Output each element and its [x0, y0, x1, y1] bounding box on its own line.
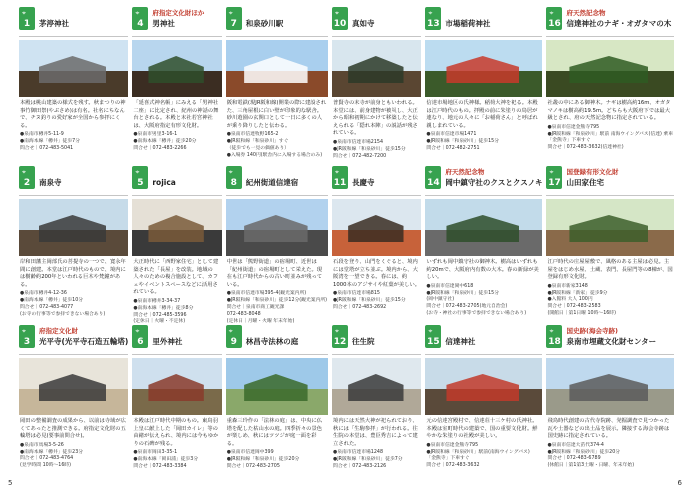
spot-number-badge — [425, 166, 441, 189]
info-line: 072-483-8048 — [226, 311, 261, 317]
spot-number-badge — [19, 7, 35, 30]
spot-number-badge — [132, 166, 148, 189]
designation-tag — [352, 168, 375, 177]
map-pin-icon: ⌖ — [228, 168, 233, 176]
spot-name: 和泉砂川駅 — [245, 19, 284, 28]
spot-name: 光平寺(光平寺石造五輪塔) — [39, 337, 129, 346]
map-pin-icon: ⌖ — [428, 327, 433, 335]
spot-info — [426, 443, 541, 470]
designation-tag: 府天然記念物 — [566, 9, 606, 17]
spot-number-badge — [332, 325, 348, 348]
spot-name: rojica — [152, 178, 176, 187]
spot-name: 南泉寺 — [39, 178, 62, 187]
info-line: ●泉南市岡田3-35-1 — [133, 450, 178, 456]
spot-number-badge — [226, 7, 242, 30]
card-header — [425, 7, 542, 37]
spot-number-badge — [226, 325, 242, 348]
spot-photo — [19, 358, 128, 415]
designation-tag — [39, 168, 62, 177]
map-pin-icon: ⌖ — [135, 168, 140, 176]
info-line: ●泉南市信達市場395-4(観光案内所) — [226, 291, 307, 297]
spot-number: 2 — [23, 178, 31, 188]
card-header — [226, 325, 328, 355]
info-line: ●泉南市馬場3-5-26 — [20, 442, 64, 448]
info-line: ●泉南市樽井5-11-9 — [20, 132, 64, 138]
card-header — [332, 325, 421, 355]
map-pin-icon: ⌖ — [549, 168, 554, 176]
spot-number-badge — [546, 325, 562, 348]
info-line: ●JR阪和線「和泉砂川」徒歩20分 — [547, 449, 621, 455]
info-line: 問合せ｜072-483-3632 — [426, 463, 480, 469]
spot-description: 本殿は江戸時代中期のもの。東鳥羽上皇に献上した「岡田カイレ」等の由緒が伝えられ、境内には今もゆかりの石碑が残る。 — [133, 418, 219, 447]
info-line: 問合せ｜072-483-2705 — [226, 463, 280, 469]
spot-name: 往生院 — [352, 337, 375, 346]
spot-info — [20, 132, 127, 152]
info-line: ●泉南市信達市場1248 — [333, 450, 384, 456]
spot-number: 9 — [230, 337, 237, 347]
spot-description: 石段を登り、山門をくぐると、境内には堂塔が立ち並ぶ。境内から、大阪湾を一望できる。春には、約1000本のアジサイや紅葉が美しい。 — [333, 259, 421, 288]
spot-number-badge — [425, 325, 441, 348]
info-line: ●JR阪和線「和泉砂川」徒歩20分 — [226, 457, 300, 463]
spot-photo — [226, 199, 328, 256]
designation-tag — [152, 168, 176, 177]
spot-info — [133, 299, 220, 326]
info-line: 問合せ｜072-483-6789 — [547, 456, 601, 462]
card-header — [425, 166, 542, 196]
spot-description: 信達市場地区の氏神様。稲荷大神を祀る。本殿は江戸時代のもの。拝殿の前に朱塗りの鳥居が連なり、地元の人々に「お稲荷さん」と呼ばれ親しまれている。 — [426, 100, 538, 129]
designation-tag — [246, 168, 299, 177]
attraction-card — [132, 325, 221, 480]
info-line: ●泉南市信達市場815 — [333, 291, 380, 297]
map-pin-icon: ⌖ — [335, 168, 339, 176]
spot-number-badge — [19, 166, 35, 189]
info-line: ●入場券 140円(駅舎内に入場する場合のみ) — [226, 152, 323, 158]
card-header — [132, 325, 221, 355]
spot-photo — [19, 199, 128, 256]
spot-number: 4 — [137, 19, 144, 29]
spot-name: 山田家住宅 — [566, 178, 604, 187]
spot-description: 普賢寺の末寺が前身ともいわれる。本堂には、前身建物が被災し、大正から昭和初期にかけて移築したと伝えられる「隠れ本陣」の説話が残されている。 — [333, 100, 418, 137]
designation-tag — [152, 327, 182, 336]
info-line: (お寺の行事等で参拝できない場合あり) — [20, 311, 106, 317]
attraction-card — [546, 166, 674, 321]
info-line: ●JR阪和線「和泉砂川」徒歩12分(観光案内所) — [226, 298, 328, 304]
page-number-right: 6 — [677, 479, 682, 487]
spot-name: 岡中鎮守社のクスとクスノキ — [445, 178, 543, 187]
spot-photo — [546, 358, 674, 415]
map-pin-icon: ⌖ — [428, 9, 433, 17]
info-line: ●泉南市信達岡中618 — [426, 283, 474, 289]
spot-description: 境内には天然大神が祀られており、秋には「生駒参拝」が行われる。往生院の本堂は、豊臣秀吉によって建立された。 — [333, 418, 418, 447]
spot-name: 紀州街道信達宿 — [245, 178, 299, 187]
spot-photo — [332, 199, 421, 256]
attraction-card — [19, 7, 128, 162]
spot-number: 6 — [137, 337, 144, 347]
info-line: 問合せ｜072-483-2583 — [547, 304, 601, 310]
info-line: ●JR阪和線「和泉砂川」徒歩15分 — [333, 298, 406, 304]
card-header — [332, 166, 421, 196]
designation-tag — [445, 327, 475, 336]
info-line: ●入館料 大人 100円 — [547, 297, 593, 303]
designation-tag — [445, 9, 490, 18]
info-line: ●JR阪和線「和泉砂川」徒歩15分 — [333, 146, 406, 152]
spot-info — [547, 443, 673, 470]
info-line: ●JR阪和線「和泉砂川」徒歩15分 — [426, 290, 500, 296]
info-line: ●JR阪和線「新家」徒歩9分 — [547, 290, 608, 296]
map-pin-icon: ⌖ — [22, 9, 26, 17]
card-header — [19, 7, 128, 37]
spot-info — [227, 450, 327, 470]
info-line: 問合せ｜072-483-5041 — [20, 145, 74, 151]
spot-info — [20, 443, 127, 470]
map-pin-icon: ⌖ — [135, 9, 140, 17]
spot-description: 「延喜式神名帳」にみえる「男神社二座」に比定され、紀州の神話の舞台とされる。本殿と末社若宮神社は、大阪府指定有形文化財。 — [133, 100, 219, 129]
spot-description: 岡田の整備調査の成果から、以前は寺域が広くてあったと推測できる。府指定文化財の五輪塔は必見(要事前問合せ)。 — [20, 418, 126, 440]
designation-tag — [39, 9, 69, 18]
info-line: ●泉南市男里3-16-1 — [133, 132, 178, 138]
spot-info — [227, 132, 327, 159]
info-line: ●南海本線「樽井」徒歩20分 — [133, 139, 197, 145]
spot-description: 大正時代に「西野家住宅」として建築された「長屋」を改装。地域の人々のための複合施設として、カフェやイベントスペースなどに活用されている。 — [133, 259, 219, 296]
attraction-card — [425, 7, 542, 162]
spot-photo — [425, 358, 542, 415]
spot-number: 1 — [23, 19, 31, 29]
info-line: ●泉南市樽井3-34-37 — [133, 298, 181, 304]
info-line: ●泉南市信達市場2154 — [333, 139, 384, 145]
spot-number: 13 — [427, 19, 440, 29]
info-line: (開館日｜第1日曜 10時～16時) — [547, 310, 616, 316]
info-line: ●JR阪和線「和泉砂川」駅前 南海ウイングバス(信達) 乗車 — [547, 131, 673, 137]
spot-photo — [425, 199, 542, 256]
spot-description: 元の信達宮殿村で、信達荘十三ケ村の氏神社。本殿は室町時代の建築で、国の重要文化財。鮮やかな朱塗りの社殿が美しい。 — [426, 418, 538, 440]
attraction-card — [19, 166, 128, 321]
spot-name: 茅渟神社 — [39, 19, 69, 28]
spot-name: 里外神社 — [152, 337, 183, 346]
map-pin-icon: ⌖ — [549, 327, 554, 335]
info-line: ●南海本線「樽井」徒歩10分 — [20, 298, 84, 304]
spot-info — [133, 132, 220, 152]
attraction-card — [132, 166, 221, 325]
spot-info — [333, 140, 420, 160]
spot-description: 本殿は桃山建築の様式を残す。秋まつりの神事⽵御田祭(やぶさめ)は有名。社名にちなんで、チヌ釣りの愛好家が全国から参拝にくる。 — [20, 100, 126, 129]
card-header — [546, 166, 674, 196]
info-line: 問合せ｜泉南市商工観光課 — [226, 304, 285, 310]
designation-tag — [246, 327, 299, 336]
card-header — [546, 7, 674, 37]
spot-photo — [132, 199, 221, 256]
info-line: 問合せ｜072-483-3632(信達神社) — [547, 145, 624, 151]
info-line: 問合せ｜072-483-3384 — [133, 463, 187, 469]
designation-tag — [246, 9, 284, 18]
spot-number: 5 — [137, 178, 144, 188]
spot-info — [227, 291, 327, 325]
info-line: 問合せ｜072-483-2705(地元自治会) — [426, 304, 508, 310]
info-line: ●泉南市信達岡中399 — [226, 450, 274, 456]
info-line: ●泉南市新家3148 — [547, 283, 588, 289]
card-header — [132, 7, 221, 37]
spot-description: いずれも岡中鎮守社の御神木。樹高はいずれも約20mで、大阪府内有数の大木。春の新緑が美しい。 — [426, 259, 539, 281]
designation-tag: 府天然記念物 — [445, 168, 485, 176]
info-line: ●泉南市信達市場1471 — [426, 132, 477, 138]
spot-number: 8 — [230, 178, 237, 188]
spot-photo — [546, 40, 674, 97]
designation-tag — [352, 9, 375, 18]
attraction-card — [425, 166, 542, 321]
spot-photo — [546, 199, 674, 256]
attraction-card — [226, 7, 328, 162]
info-line: ●泉南市樽井4-12-36 — [20, 291, 67, 297]
spot-photo — [19, 40, 128, 97]
attraction-card — [332, 166, 421, 321]
spot-photo — [132, 358, 221, 415]
attraction-card — [19, 325, 128, 480]
spot-description: 社叢の中にある御神木。ナギは樹高約16m、オガタマノキは樹高約19.5m。どちらも大阪府下では最大級とされ、府の天然記念物に指定されている。 — [547, 100, 671, 122]
card-header — [19, 166, 128, 196]
spot-number: 14 — [427, 178, 440, 188]
spot-number-badge — [19, 325, 35, 348]
spot-number-badge — [332, 166, 348, 189]
info-line: (お寺・神社の行事等で参拝できない場合あり) — [426, 310, 527, 316]
attraction-card — [546, 7, 674, 162]
spot-info — [133, 450, 220, 470]
info-line: (休館日｜第1第3土曜・日曜、年末年始) — [547, 463, 635, 469]
spot-number: 16 — [548, 19, 561, 29]
spot-number: 10 — [333, 19, 347, 29]
spot-photo — [425, 40, 542, 97]
info-line: ●JR阪和線「和泉砂川」すぐ — [226, 139, 289, 145]
spot-name: 泉南市埋蔵文化財センター — [566, 337, 657, 346]
info-line: ●南海本線「樽井」徒歩23分 — [20, 449, 84, 455]
spot-description: 中世は「熊野街道」の宿場町、近世は「紀州街道」の宿場町として栄えた。現在も江戸時代からの古い町並みが残っている。 — [226, 259, 323, 288]
map-pin-icon: ⌖ — [335, 9, 339, 17]
spot-info — [426, 284, 541, 318]
info-line: 問合せ｜072-482-7200 — [333, 153, 387, 159]
designation-tag: 国史跡(海会寺跡) — [566, 327, 618, 335]
attraction-card — [132, 7, 221, 162]
map-pin-icon: ⌖ — [228, 327, 233, 335]
info-line: (岡中鎮守社) — [426, 297, 455, 303]
spot-name: 真如寺 — [352, 19, 375, 28]
spot-description: 飛鳥時代創建の古代寺院跡、発掘調査で見つかった瓦や土器などの出土品を展示。隣接する海会寺跡は国史跡に指定されている。 — [547, 418, 670, 440]
attraction-card — [425, 325, 542, 480]
attraction-card — [332, 325, 421, 480]
info-line: (定休日｜月曜・火曜 年末年始) — [226, 318, 295, 324]
attraction-card — [226, 325, 328, 480]
map-pin-icon: ⌖ — [335, 327, 339, 335]
spot-number-badge — [332, 7, 348, 30]
info-line: ●南海本線「岡田浦」徒歩3分 — [133, 457, 199, 463]
spot-photo — [132, 40, 221, 97]
spot-name: 信達神社 — [445, 337, 476, 346]
spot-description: 阪和電鉄(現JR阪和線)開業の際に建設された、三角屋根に白い壁が印象的な駅舎。砂川遊園の玄関口として一日に多くの人が乗り降りしたと伝わる。 — [226, 100, 327, 129]
spot-photo — [226, 358, 328, 415]
card-header — [425, 325, 542, 355]
attraction-card — [226, 166, 328, 324]
info-line: 「金熊寺」下車すぐ — [426, 456, 470, 462]
map-pin-icon: ⌖ — [228, 9, 233, 17]
info-line: 問合せ｜072-483-2266 — [133, 145, 187, 151]
spot-number-badge — [546, 166, 562, 189]
card-header — [546, 325, 674, 355]
card-header — [226, 166, 328, 196]
card-header — [226, 7, 328, 37]
spot-info — [547, 125, 673, 152]
spot-number: 7 — [230, 19, 237, 29]
spot-number: 17 — [548, 178, 561, 188]
info-line: ●JR阪和線「和泉砂川」駅前(南海ウイングバス) — [426, 449, 530, 455]
spot-number: 3 — [23, 337, 31, 347]
designation-tag: 府指定文化財 — [39, 327, 78, 335]
attraction-card — [546, 325, 674, 480]
spot-name: 信達神社のナギ・オガタマの木 — [566, 19, 672, 28]
info-line: ●泉南市信達牧野165-2 — [226, 132, 279, 138]
spot-number-badge — [226, 166, 242, 189]
info-line: ●南海本線「樽井」徒歩7分 — [20, 139, 81, 145]
spot-photo — [332, 40, 421, 97]
spot-number: 12 — [333, 337, 347, 347]
info-line: 問合せ｜072-483-2692 — [333, 304, 387, 310]
info-line: 「金熊寺」下車すぐ — [547, 138, 591, 144]
card-header — [132, 166, 221, 196]
spot-info — [333, 291, 420, 311]
map-pin-icon: ⌖ — [135, 327, 140, 335]
info-line: ●泉南市信達金熊寺795 — [426, 442, 479, 448]
info-line: ●JR阪和線「和泉砂川」徒歩7分 — [333, 457, 403, 463]
spot-number: 15 — [427, 337, 440, 347]
spot-name: 男神社 — [152, 19, 175, 28]
spot-description: 岸和田藩主岡部氏の菩提寺の一つで、寛永年間に創建。本堂は江戸時代のもので、境内には樹齢約200年といわれる巨木や梵鐘がある。 — [20, 259, 126, 288]
spot-name: 市場稲荷神社 — [445, 19, 491, 28]
designation-tag: 国登録有形文化財 — [566, 168, 619, 176]
card-header — [332, 7, 421, 37]
spot-description: 江戸時代の庄屋屋敷で、風格のある主屋は必見。主屋をはじめ水屋、土蔵、表門、長屋門等の8棟が、国登録有形文化財。 — [547, 259, 673, 281]
page-number-left: 5 — [8, 479, 13, 487]
info-line: （徒歩でも一見の価値あり） — [226, 145, 290, 151]
info-line: 問合せ｜072-485-3596 — [133, 312, 187, 318]
info-line: 問合せ｜072-483-2126 — [333, 463, 387, 469]
spot-info — [426, 132, 541, 152]
info-line: (定休日｜火曜・不定休) — [133, 319, 186, 325]
info-line: 問合せ｜072-482-2751 — [426, 145, 480, 151]
spot-info — [333, 450, 420, 470]
info-line: (見学時間 10時～16時) — [20, 463, 72, 469]
map-pin-icon: ⌖ — [22, 327, 26, 335]
spot-name: 長慶寺 — [352, 178, 375, 187]
info-line: ●泉南市信達大苗代374-4 — [547, 442, 604, 448]
spot-photo — [226, 40, 328, 97]
spot-info — [547, 284, 673, 318]
info-line: 問合せ｜072-483-4077 — [20, 304, 74, 310]
spot-number-badge — [132, 7, 148, 30]
info-line: ●南海本線「樽井」徒歩8分 — [133, 305, 194, 311]
map-pin-icon: ⌖ — [428, 168, 433, 176]
spot-name: 林昌寺法林の庭 — [245, 337, 299, 346]
info-line: 問合せ｜072-483-4764 — [20, 456, 74, 462]
map-pin-icon: ⌖ — [22, 168, 26, 176]
spot-number-badge — [425, 7, 441, 30]
map-pin-icon: ⌖ — [549, 9, 554, 17]
spot-photo — [332, 358, 421, 415]
info-line: ●JR阪和線「和泉砂川」徒歩15分 — [426, 139, 500, 145]
info-line: ●泉南市信達金熊寺795 — [547, 124, 600, 130]
spot-number: 11 — [333, 178, 347, 188]
spot-info — [20, 291, 127, 318]
attraction-card — [332, 7, 421, 162]
designation-tag: 府指定文化財ほか — [152, 9, 205, 17]
card-header — [19, 325, 128, 355]
spot-description: 重森三玲作の「法林の庭」は、中央に仏塔を配した枯山水の庭。四季折々の景色が楽しめ、秋にはツツジが庭一面を彩る。 — [226, 418, 323, 447]
attractions-grid — [19, 7, 674, 480]
designation-tag — [352, 327, 375, 336]
spot-number: 18 — [548, 337, 561, 347]
spot-number-badge — [132, 325, 148, 348]
spot-number-badge — [546, 7, 562, 30]
